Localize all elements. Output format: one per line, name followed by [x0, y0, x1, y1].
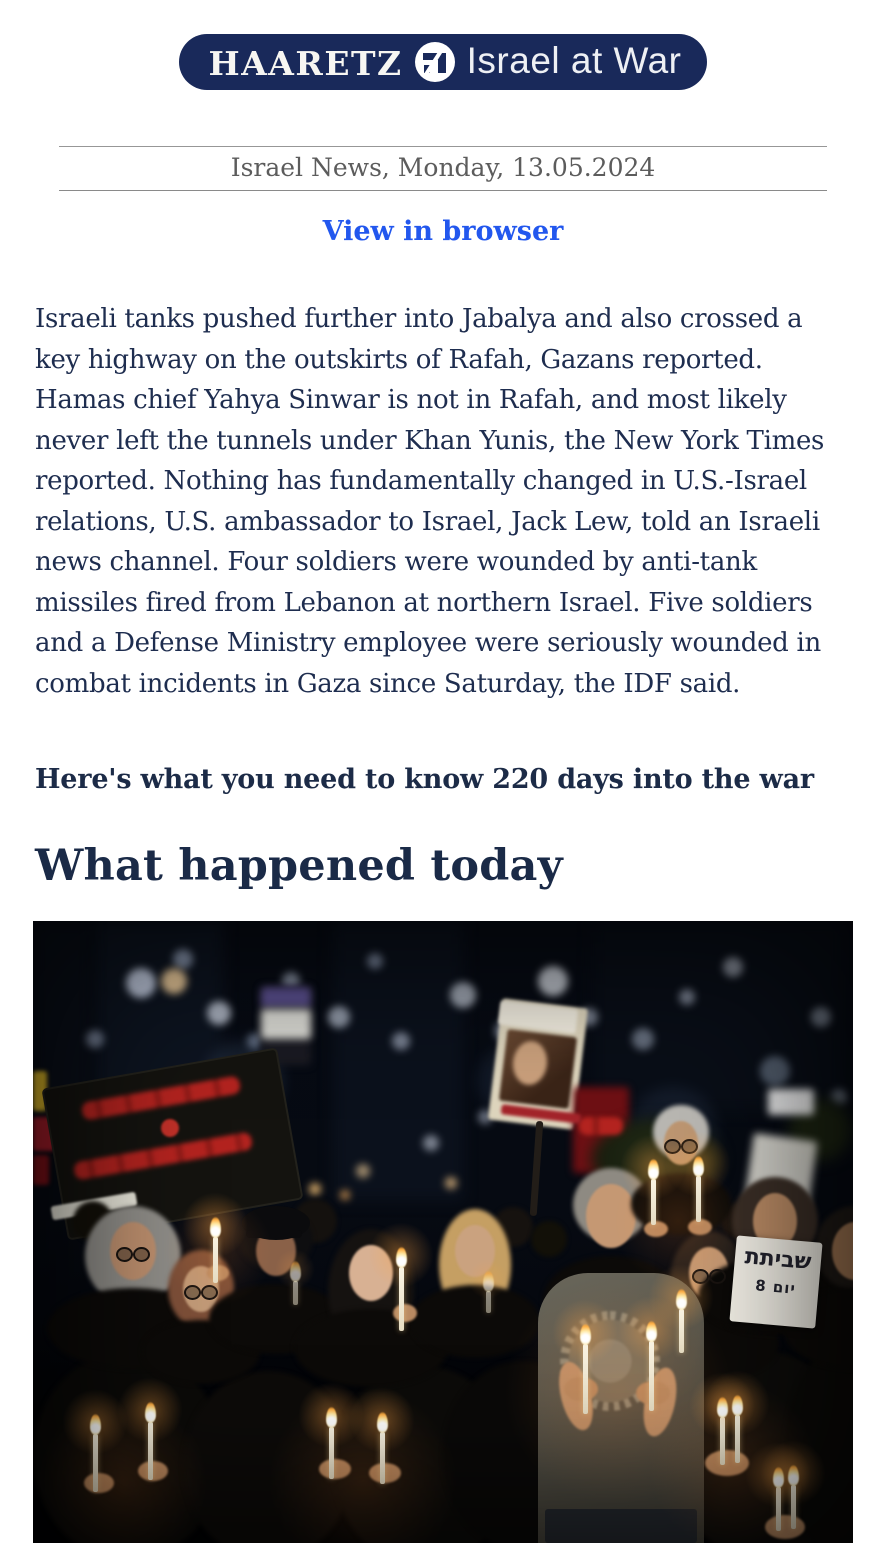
bokeh-light: [679, 989, 695, 1005]
bokeh-light: [309, 1183, 321, 1195]
bokeh-light: [538, 966, 568, 996]
street-lamp-glare: [768, 1089, 814, 1115]
red-protest-sign-marks: [579, 1117, 623, 1135]
candle: [651, 1179, 656, 1225]
candle-flame: [648, 1159, 659, 1180]
background-head: [531, 1221, 567, 1257]
candle-flame: [676, 1289, 687, 1310]
candle: [293, 1281, 298, 1305]
candle: [93, 1434, 98, 1492]
bokeh-light: [328, 1006, 350, 1028]
candle: [399, 1267, 404, 1331]
building-silhouette: [333, 921, 463, 1201]
bokeh-light: [340, 1190, 350, 1200]
strike-sign: [729, 1235, 822, 1328]
candle: [791, 1485, 796, 1529]
bokeh-light: [367, 953, 383, 969]
candle-flame: [717, 1397, 728, 1418]
candle-flame: [326, 1407, 337, 1428]
haaretz-monogram-glyph: [415, 42, 455, 82]
poster-stick: [530, 1121, 544, 1216]
strike-sign-line2: יום 8: [754, 1276, 797, 1298]
candle: [380, 1432, 385, 1484]
bokeh-light: [445, 1177, 457, 1189]
candle-flame: [693, 1156, 704, 1177]
bokeh-light: [356, 1164, 370, 1178]
candle: [649, 1341, 654, 1411]
hand: [393, 1304, 417, 1322]
edge-sign-red: [33, 1155, 49, 1185]
bokeh-light: [173, 949, 193, 969]
building-silhouette: [593, 921, 843, 1111]
bokeh-light: [723, 957, 743, 977]
edition-title: Israel at War: [466, 40, 682, 81]
bokeh-light: [161, 968, 187, 994]
candle-flame: [145, 1402, 156, 1423]
bokeh-light: [450, 982, 476, 1008]
glasses-icon: [115, 1247, 151, 1259]
candle: [735, 1415, 740, 1463]
candle-flame: [732, 1395, 743, 1416]
candle-flame: [483, 1271, 494, 1292]
dateline: Israel News, Monday, 13.05.2024: [59, 146, 827, 191]
candle: [696, 1176, 701, 1222]
view-in-browser-row: [0, 216, 886, 247]
bokeh-light: [632, 1028, 654, 1050]
bokeh-light: [392, 1032, 410, 1050]
candle: [679, 1309, 684, 1353]
candle-flame: [646, 1321, 657, 1342]
candle: [583, 1344, 588, 1414]
candle-flame: [210, 1217, 221, 1238]
candle: [148, 1422, 153, 1480]
strike-sign-line1: שביתת: [743, 1244, 813, 1275]
bokeh-light: [423, 1135, 439, 1151]
haaretz-brand: HAARETZ: [208, 43, 403, 83]
view-in-browser-link[interactable]: View in browser: [322, 216, 564, 247]
need-to-know-heading: Here's what you need to know 220 days into the war: [35, 764, 814, 795]
intro-paragraph: Israeli tanks pushed further into Jabalya and also crossed a key highway on the outskirts of Rafah, Gazans reported. Hamas chief Yahya Sinwar is not in Rafah, and most likely never left the tunnels under Khan Yunis, the New York Times reported. Nothing has fundamentally changed in U.S.-Israel relations, U.S. ambassador to Israel, Jack Lew, told an Israeli news channel. Four soldiers were wounded by anti-tank missiles fired from Lebanon at northern Israel. Five soldiers and a Defense Ministry employee were seriously wounded in combat incidents in Gaza since Saturday, the IDF said.: [35, 304, 825, 699]
candle: [329, 1427, 334, 1479]
candle-flame: [580, 1324, 591, 1345]
street-banner-mid: [261, 1009, 311, 1039]
bokeh-light: [760, 1056, 790, 1086]
candle-flame: [377, 1412, 388, 1433]
bokeh-light: [207, 1001, 231, 1025]
newsletter-masthead: [179, 34, 708, 90]
candle-flame: [90, 1414, 101, 1435]
vigil-photo: [33, 921, 853, 1543]
candle: [486, 1291, 491, 1313]
candle-flame: [290, 1261, 301, 1282]
section-title: What happened today: [35, 841, 563, 891]
bokeh-light: [86, 1030, 104, 1048]
street-banner-top: [261, 987, 311, 1007]
candle-flame: [773, 1467, 784, 1488]
candle-flame: [788, 1465, 799, 1486]
haaretz-logo-icon: [415, 42, 455, 82]
candle: [213, 1237, 218, 1283]
bokeh-light: [811, 1007, 831, 1027]
candle-flame: [396, 1247, 407, 1268]
bokeh-light: [126, 968, 156, 998]
